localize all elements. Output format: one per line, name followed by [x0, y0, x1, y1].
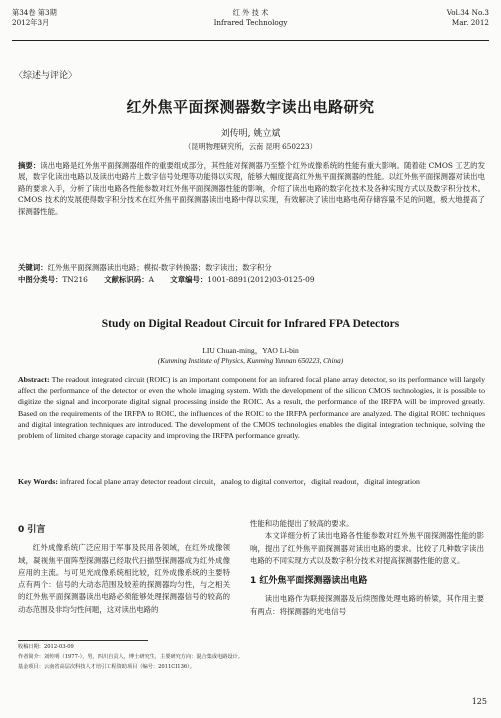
header-volume-issue: 第34卷 第3期 2012年3月 — [12, 8, 57, 27]
section-1-paragraph: 读出电路作为联接探测器及后续图像处理电路的桥梁，其作用主要有两点：将探测器的光电信号 — [250, 594, 484, 616]
english-keywords-text: infrared focal plane array detector readout circuit，analog to digital convertor，digital readout，digital integration — [59, 477, 420, 486]
document-code: 文献标识码：A — [104, 275, 154, 284]
page-number: 125 — [471, 697, 487, 706]
header-rule — [12, 40, 489, 41]
chinese-abstract-label: 摘要： — [18, 161, 41, 170]
intro-paragraph: 红外成像系统广泛应用于军事及民用各领域，在红外成像领域，凝视焦平面阵型探测器已经取代扫描型探测器成为红外成像应用的主流。与可见光成像系统相比较，红外成像系统的主要特点有两个：信号的大动态范围及较差的探测器均匀性，与之相关的红外焦平面探测器读出电路必须能够处理探测器信号的较高的动态范围及非均匀性问题，这对读出电路的 — [18, 543, 230, 614]
section-1-heading: 1 红外焦平面探测器读出电路 — [250, 576, 368, 587]
running-header — [12, 8, 489, 38]
chinese-keywords-label: 关键词： — [18, 263, 48, 272]
article-number: 文章编号：1001-8891(2012)03-0125-09 — [170, 275, 315, 284]
chinese-keywords-text: 红外焦平面探测器读出电路；模拟-数字转换器；数字读出；数字积分 — [47, 263, 272, 272]
header-journal-name: 红 外 技 术 Infrared Technology — [213, 8, 288, 27]
classification-line — [18, 274, 485, 285]
right-paragraph-continued: 性能和功能提出了较高的要求。 — [250, 519, 354, 528]
english-abstract-text: The readout integrated circuit (ROIC) is an important component for an infrared focal plane array detector, so its performance will largely affect the performance of the detector or even the whole imaging system. With the development of the silicon CMOS technologies, it is possible to digitize the signal and incorporate digital signal processing inside the ROIC. As a result, the performance of the IRFPA will be improved greatly. Based on the requirements of the IRFPA to ROIC, the influences of the ROIC to the IRFPA performance are analyzed. The digital ROIC techniques and digital integration techniques are introduced. The development of the CMOS technologies enables the digital integration technique, solving the problem of limited charge storage capacity and improving the IRFPA performance greatly. — [18, 375, 485, 441]
english-affiliation: (Kunming Institute of Physics, Kunming Yunnan 650223, China) — [157, 357, 344, 365]
header-volume-issue-en: Vol.34 No.3 Mar. 2012 — [446, 8, 489, 27]
clc-number: 中图分类号：TN216 — [18, 275, 88, 284]
footnote-rule — [18, 640, 148, 641]
footnote-author: 作者简介：刘传明（1977-），男，四川自贡人，博士研究生，主要研究方向：混合集成电路设计。 — [18, 654, 244, 660]
chinese-authors: 刘传明, 姚立斌 — [220, 129, 281, 139]
chinese-abstract — [18, 160, 485, 217]
intro-heading: 0 引言 — [18, 525, 46, 535]
right-column — [250, 518, 484, 618]
chinese-title: 红外焦平面探测器数字读出电路研究 — [126, 98, 375, 116]
section-tag: 〈综述与评论〉 — [14, 71, 78, 81]
right-paragraph-2: 本文详细分析了读出电路各性能参数对红外焦平面探测器性能的影响，提出了红外焦平面探测器对读出电路的要求。比较了几种数字读出电路的不同实现方式以及数字积分技术对提高探测器性能的意义。 — [250, 531, 484, 565]
chinese-abstract-text: 读出电路是红外焦平面探测器组件的重要组成部分，其性能对探测器乃至整个红外成像系统的性能有重大影响。随着硅 CMOS 工艺的发展，数字化读出电路以及读出电路片上数字信号处理等功能得以实现，能够大幅度提高红外焦平面探测器的性能。以红外焦平面探测器对读出电路的要求入手，分析了读出电路各性能参数对红外焦平面探测器性能的影响，介绍了读出电路的数字化技术及各种实现方式以及数字积分技术。CMOS 技术的发展使得数字积分技术在红外焦平面探测器读出电路中得以实现，有效解决了读出电路电荷存储容量不足的问题，极大地提高了探测器性能。 — [18, 161, 485, 216]
english-keywords — [18, 476, 485, 487]
english-keywords-label: Key Words: — [18, 477, 58, 486]
english-authors: LIU Chuan-ming，YAO Li-bin — [202, 346, 299, 355]
footnote-received: 收稿日期：2012-03-09 — [18, 644, 74, 650]
english-title: Study on Digital Readout Circuit for Infrared FPA Detectors — [101, 318, 400, 330]
chinese-keywords — [18, 262, 485, 273]
footnote-fund: 基金项目：云南省高层次科技人才培引工程资助项目（编号：2011CI136）。 — [18, 664, 195, 670]
english-abstract-label: Abstract: — [18, 375, 50, 384]
chinese-affiliation: （昆明物理研究所，云南 昆明 650223） — [184, 142, 317, 151]
english-abstract — [18, 374, 485, 441]
left-column — [18, 524, 230, 616]
